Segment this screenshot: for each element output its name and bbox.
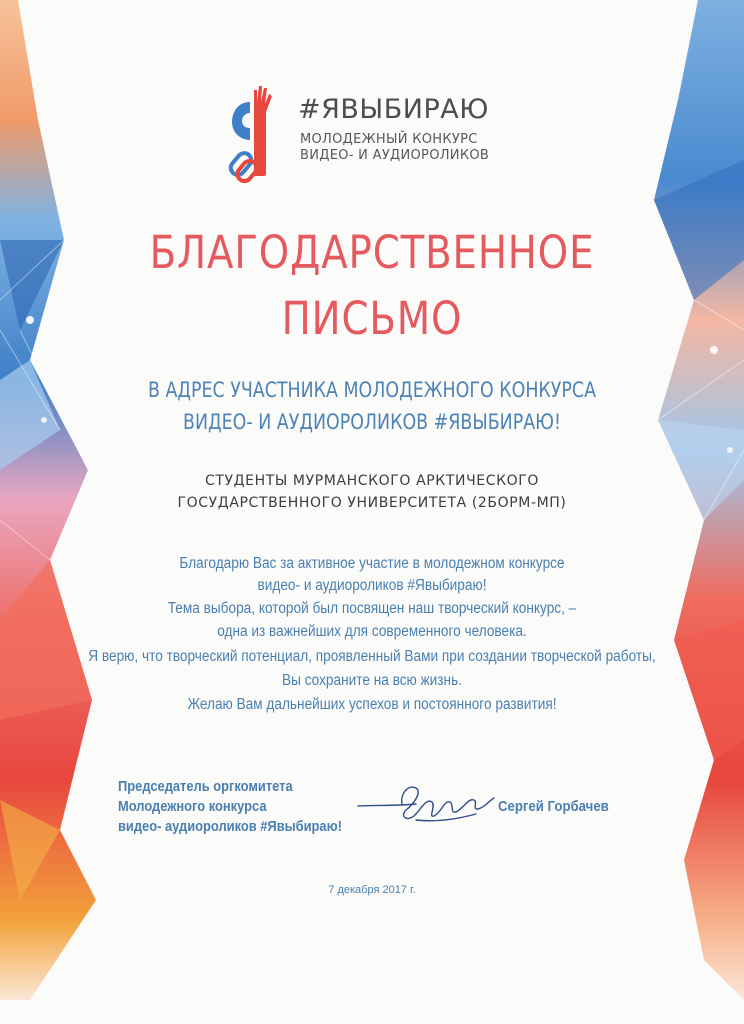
signature-title-line2: Молодежного конкурса: [118, 798, 267, 815]
headline-line1: БЛАГОДАРСТВЕННОЕ: [149, 226, 595, 279]
recipient-line1: СТУДЕНТЫ МУРМАНСКОГО АРКТИЧЕСКОГО: [204, 473, 540, 489]
logo-subtitle-line2: ВИДЕО- И АУДИОРОЛИКОВ: [300, 148, 490, 163]
handwritten-signature: [356, 776, 496, 836]
logo-title: #ЯВЫБИРАЮ: [298, 94, 489, 125]
subtitle-line1: В АДРЕС УЧАСТНИКА МОЛОДЕЖНОГО КОНКУРСА: [147, 378, 597, 402]
body-line: видео- и аудиороликов #Явыбираю!: [257, 577, 487, 594]
signature-title-line1: Председатель оргкомитета: [118, 778, 293, 795]
headline-line2: ПИСЬМО: [281, 292, 463, 345]
body-line: Желаю Вам дальнейших успехов и постоянного развития!: [187, 696, 557, 713]
contest-logo: [228, 84, 528, 194]
logo-subtitle-line1: МОЛОДЕЖНЫЙ КОНКУРС: [300, 132, 478, 147]
signature-title-line3: видео- аудиороликов #Явыбираю!: [118, 818, 342, 835]
body-line: Тема выбора, которой был посвящен наш творческий конкурс, –: [167, 600, 577, 617]
document-date: 7 декабря 2017 г.: [328, 884, 416, 896]
recipient-line2: ГОСУДАРСТВЕННОГО УНИВЕРСИТЕТА (2БОРМ-МП): [177, 495, 567, 511]
subtitle-line2: ВИДЕО- И АУДИОРОЛИКОВ #ЯВЫБИРАЮ!: [183, 410, 561, 434]
body-line: одна из важнейших для современного человека.: [217, 623, 527, 640]
body-line: Вы сохраните на всю жизнь.: [282, 672, 462, 689]
signer-name: Сергей Горбачев: [498, 798, 609, 815]
ya-hand-logo-icon: [228, 84, 288, 190]
body-line: Я верю, что творческий потенциал, проявленный Вами при создании творческой работы,: [88, 648, 656, 665]
body-line: Благодарю Вас за активное участие в молодежном конкурсе: [179, 555, 565, 572]
